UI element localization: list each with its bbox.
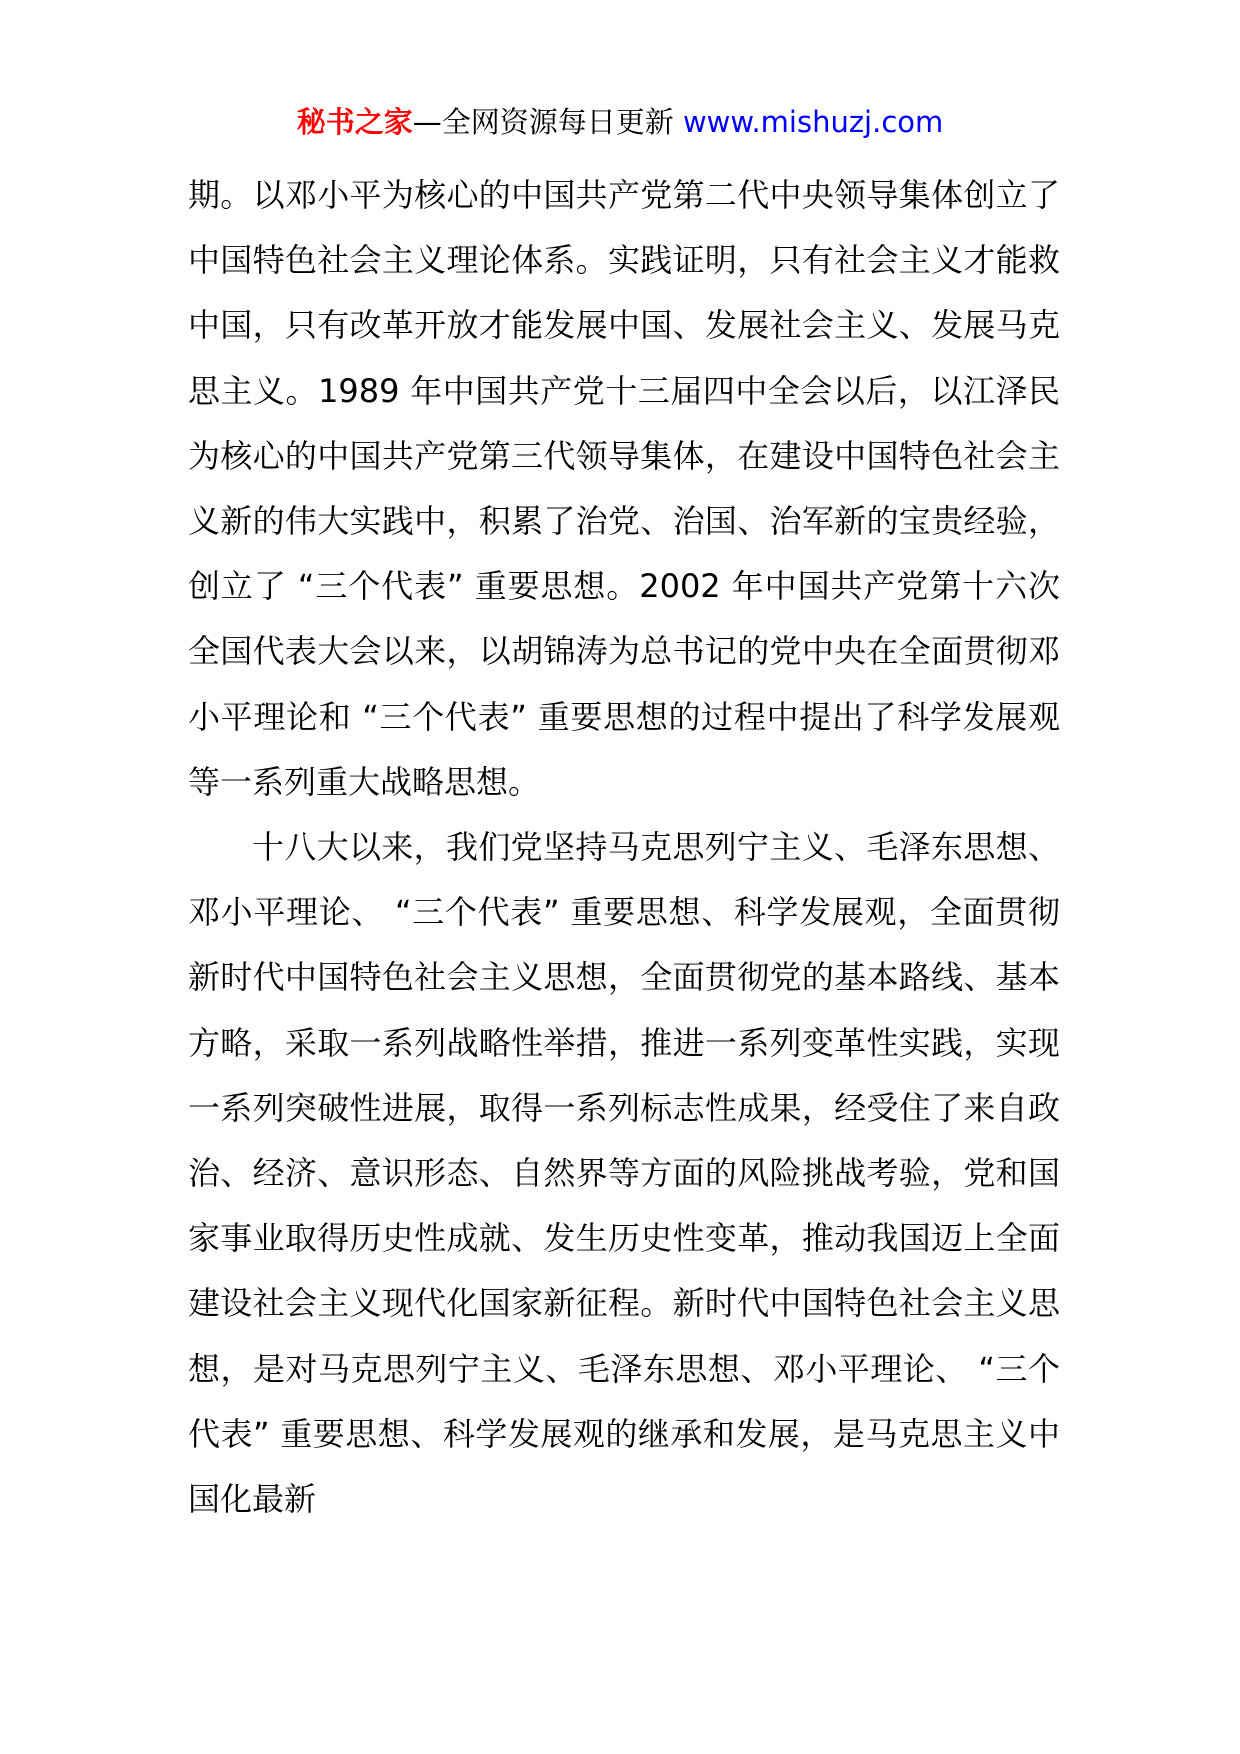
page-header	[0, 96, 1240, 148]
site-brand: 秘书之家	[296, 105, 413, 139]
body-paragraph: 期。以邓小平为核心的中国共产党第二代中央领导集体创立了中国特色社会主义理论体系。实践证明，只有社会主义才能救中国，只有改革开放才能发展中国、发展社会主义、发展马克思主义。1989 年中国共产党十三届四中全会以后，以江泽民为核心的中国共产党第三代领导集体，在建设中国特色社会主义新的伟大实践中，积累了治党、治国、治军新的宝贵经验，创立了 “三个代表” 重要思想。2002 年中国共产党第十六次全国代表大会以来，以胡锦涛为总书记的党中央在全面贯彻邓小平理论和 “三个代表” 重要思想的过程中提出了科学发展观等一系列重大战略思想。	[188, 176, 1060, 801]
document-body	[188, 163, 1060, 1532]
body-paragraph: 十八大以来，我们党坚持马克思列宁主义、毛泽东思想、邓小平理论、 “三个代表” 重要思想、科学发展观，全面贯彻新时代中国特色社会主义思想，全面贯彻党的基本路线、基本方略，采取一系列战略性举措，推进一系列变革性实践，实现一系列突破性进展，取得一系列标志性成果，经受住了来自政治、经济、意识形态、自然界等方面的风险挑战考验，党和国家事业取得历史性成就、发生历史性变革，推动我国迈上全面建设社会主义现代化国家新征程。新时代中国特色社会主义思想，是对马克思列宁主义、毛泽东思想、邓小平理论、 “三个代表” 重要思想、科学发展观的继承和发展，是马克思主义中国化最新	[188, 828, 1060, 1519]
site-url-link[interactable]: www.mishuzj.com	[682, 105, 944, 139]
site-tagline: —全网资源每日更新	[412, 105, 674, 139]
